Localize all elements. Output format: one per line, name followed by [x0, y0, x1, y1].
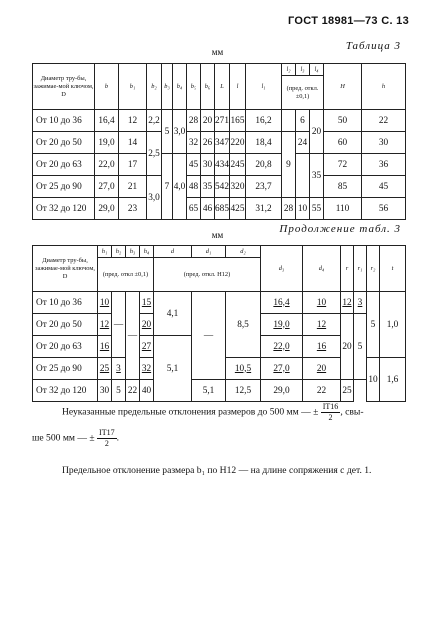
t2-cell: 5,1	[192, 380, 226, 402]
t1-cell: 55	[310, 198, 324, 220]
t2-col-h4: h₄	[140, 246, 154, 258]
fraction-numerator: IT16	[322, 402, 339, 411]
t1-cell: 21	[119, 176, 147, 198]
t1-cell: 50	[324, 110, 362, 132]
t2-cell: 25	[341, 380, 354, 402]
t1-cell: 27,0	[95, 176, 119, 198]
note-2: Предельное отклонение размера b₁ по H12 — на длине сопряжения с дет. 1.	[62, 465, 372, 476]
t1-cell: 9	[282, 132, 296, 198]
t1-col-b4: b₄	[173, 64, 187, 110]
t1-col-H: H	[324, 64, 362, 110]
t1-cell: 24	[296, 132, 310, 154]
t1-cell: 72	[324, 154, 362, 176]
t2-col-h3: h₃	[126, 246, 140, 258]
fraction-it17	[97, 428, 120, 449]
table2-unit: мм	[211, 230, 224, 240]
t2-cell: 12	[341, 292, 354, 314]
t1-tolerance-note: (пред. откл. ±0,1)	[282, 76, 324, 110]
t2-cell: 20	[140, 314, 154, 336]
t1-cell: 22	[362, 110, 406, 132]
table1-unit: мм	[211, 47, 224, 57]
t1-cell: 542	[215, 176, 230, 198]
note-1-text-c: ше 500 мм — ±	[32, 432, 95, 444]
t1-col-b3: b₃	[162, 64, 173, 110]
t2-cell: 10	[98, 292, 112, 314]
t1-cell: 85	[324, 176, 362, 198]
note-1-continued	[32, 428, 412, 449]
t2-cell: 22	[303, 380, 341, 402]
t2-cell: —	[126, 292, 140, 380]
t2-col-t: t	[380, 246, 406, 292]
t2-cell: 5,1	[154, 336, 192, 402]
t1-cell: 2,5	[147, 132, 162, 176]
t1-col-l4: l₄	[310, 64, 324, 76]
t1-row-label: От 20 до 50	[33, 132, 95, 154]
t1-cell: 434	[215, 154, 230, 176]
t2-cell: 12	[98, 314, 112, 336]
t2-cell: 12,5	[226, 380, 261, 402]
t1-cell: 19,0	[95, 132, 119, 154]
t2-row-label: От 25 до 90	[33, 358, 98, 380]
t2-cell: 29,0	[261, 380, 303, 402]
table-3	[32, 63, 406, 220]
t2-cell: 22	[126, 380, 140, 402]
t2-cell: 10,5	[226, 358, 261, 380]
t2-cell: 10	[303, 292, 341, 314]
t1-cell: 271	[215, 110, 230, 132]
fraction-numerator: IT17	[99, 428, 115, 437]
t2-cell: 3	[112, 358, 126, 380]
t2-col-h2: h₂	[112, 246, 126, 258]
t2-cell: —	[192, 292, 226, 380]
t2-cell: 8,5	[226, 292, 261, 358]
t2-col-r2: r₂	[367, 246, 380, 292]
t1-col-b1: b₁	[119, 64, 147, 110]
t2-row-label: От 20 до 63	[33, 336, 98, 358]
t2-cell: 4,1	[154, 292, 192, 336]
t1-cell: 26	[201, 132, 215, 154]
t1-cell: 60	[324, 132, 362, 154]
fraction-denominator: 2	[328, 413, 333, 422]
t1-col-l1: l₁	[246, 64, 282, 110]
t2-row-label: От 32 до 120	[33, 380, 98, 402]
t2-cell: 16,4	[261, 292, 303, 314]
t1-cell: 17	[119, 154, 147, 176]
t2-cell: 5	[112, 380, 126, 402]
t1-row-label: От 25 до 90	[33, 176, 95, 198]
t1-cell: 65	[187, 198, 201, 220]
note-1-text-d: .	[116, 432, 120, 444]
t1-row-label: От 10 до 36	[33, 110, 95, 132]
t1-cell: 23,7	[246, 176, 282, 198]
t1-cell: 36	[362, 154, 406, 176]
t1-row-label: От 20 до 63	[33, 154, 95, 176]
t1-cell: 245	[230, 154, 246, 176]
t1-cell: 18,4	[246, 132, 282, 154]
t2-cell: 30	[98, 380, 112, 402]
t1-cell: 20	[310, 110, 324, 154]
t2-col-h1: h₁	[98, 246, 112, 258]
t2-cell: 10	[367, 358, 380, 402]
t2-row-label: От 20 до 50	[33, 314, 98, 336]
t2-col-r: r	[341, 246, 354, 292]
t1-cell: 20,8	[246, 154, 282, 176]
t1-cell: 220	[230, 132, 246, 154]
t1-cell: 16,2	[246, 110, 282, 132]
page-header: ГОСТ 18981—73 С. 13	[288, 15, 409, 27]
t2-cell: —	[112, 292, 126, 358]
t1-cell: 23	[119, 198, 147, 220]
t1-cell: 48	[187, 176, 201, 198]
t2-col-r1: r₁	[354, 246, 367, 292]
t2-cell: 27	[140, 336, 154, 358]
t2-cell: 16	[98, 336, 112, 358]
table2-caption: Продолжение табл. 3	[279, 223, 401, 235]
t1-cell: 32	[187, 132, 201, 154]
t2-cell: 5	[354, 314, 367, 380]
t1-col-L: L	[215, 64, 230, 110]
t1-cell: 165	[230, 110, 246, 132]
t1-cell: 3,0	[173, 110, 187, 154]
t2-cell: 19,0	[261, 314, 303, 336]
t1-cell	[282, 110, 296, 132]
t1-cell: 31,2	[246, 198, 282, 220]
t2-col-d: d	[154, 246, 192, 258]
t1-cell	[296, 154, 310, 198]
table-3-continued	[32, 245, 406, 402]
t1-col-h: h	[362, 64, 406, 110]
t1-cell: 20	[201, 110, 215, 132]
t2-cell: 1,0	[380, 292, 406, 358]
t1-col-b6: b₆	[201, 64, 215, 110]
t1-col-b: b	[95, 64, 119, 110]
t1-col-l: l	[230, 64, 246, 110]
t2-col-d4: d₄	[303, 246, 341, 292]
t1-cell: 14	[119, 132, 147, 154]
t1-cell: 22,0	[95, 154, 119, 176]
t1-col-b2: b₂	[147, 64, 162, 110]
t2-cell: 22,0	[261, 336, 303, 358]
t1-cell: 6	[296, 110, 310, 132]
t1-cell: 12	[119, 110, 147, 132]
t1-col-l3: l₃	[296, 64, 310, 76]
t2-cell: 15	[140, 292, 154, 314]
t2-row-label: От 10 до 36	[33, 292, 98, 314]
t2-cell: 5	[367, 292, 380, 358]
t1-cell: 30	[362, 132, 406, 154]
t1-cell: 35	[201, 176, 215, 198]
fraction-denominator: 2	[104, 439, 109, 448]
t1-cell: 28	[282, 198, 296, 220]
t1-col-l2: l₂	[282, 64, 296, 76]
t1-cell: 425	[230, 198, 246, 220]
t2-tolerance-a: (пред. откл ±0,1)	[98, 258, 154, 292]
t1-row-label: От 32 до 120	[33, 198, 95, 220]
t1-cell: 685	[215, 198, 230, 220]
t1-col-diameter: Диаметр тру-бы, зажимае-мой ключом, D	[33, 64, 95, 110]
t1-cell: 7	[162, 154, 173, 220]
t1-cell: 4,0	[173, 154, 187, 220]
t1-cell: 35	[310, 154, 324, 198]
t2-cell: 25	[98, 358, 112, 380]
table1-caption: Таблица 3	[345, 40, 401, 52]
t2-cell: 20	[303, 358, 341, 380]
t2-cell: 16	[303, 336, 341, 358]
t2-col-d1: d₁	[192, 246, 226, 258]
t1-cell: 347	[215, 132, 230, 154]
t2-cell: 1,6	[380, 358, 406, 402]
t1-cell: 110	[324, 198, 362, 220]
t1-cell: 29,0	[95, 198, 119, 220]
t1-cell: 2,2	[147, 110, 162, 132]
t2-cell: 32	[140, 358, 154, 380]
t1-col-b5: b₅	[187, 64, 201, 110]
t2-col-diameter: Диаметр тру-бы, зажимае-мой ключом, D	[33, 246, 98, 292]
note-1-text-a: Неуказанные предельные отклонения размеров до 500 мм — ±	[62, 406, 319, 418]
t2-cell: 20	[341, 314, 354, 380]
note-1-text-b: , свы-	[340, 406, 364, 418]
fraction-it16	[321, 402, 341, 423]
t2-cell: 12	[303, 314, 341, 336]
t1-cell: 320	[230, 176, 246, 198]
t1-cell: 5	[162, 110, 173, 154]
t2-cell: 40	[140, 380, 154, 402]
t1-cell: 45	[362, 176, 406, 198]
t1-cell: 16,4	[95, 110, 119, 132]
t1-cell: 45	[187, 154, 201, 176]
t1-cell: 10	[296, 198, 310, 220]
t1-cell: 46	[201, 198, 215, 220]
t2-tolerance-b: (пред. откл. H12)	[154, 258, 261, 292]
t2-cell: 27,0	[261, 358, 303, 380]
t2-col-d2: d₂	[226, 246, 261, 258]
t1-cell: 28	[187, 110, 201, 132]
t2-col-d3: d₃	[261, 246, 303, 292]
t2-cell: 3	[354, 292, 367, 314]
t1-cell: 30	[201, 154, 215, 176]
t1-cell: 3,0	[147, 176, 162, 220]
note-1	[62, 402, 412, 423]
t1-cell: 56	[362, 198, 406, 220]
